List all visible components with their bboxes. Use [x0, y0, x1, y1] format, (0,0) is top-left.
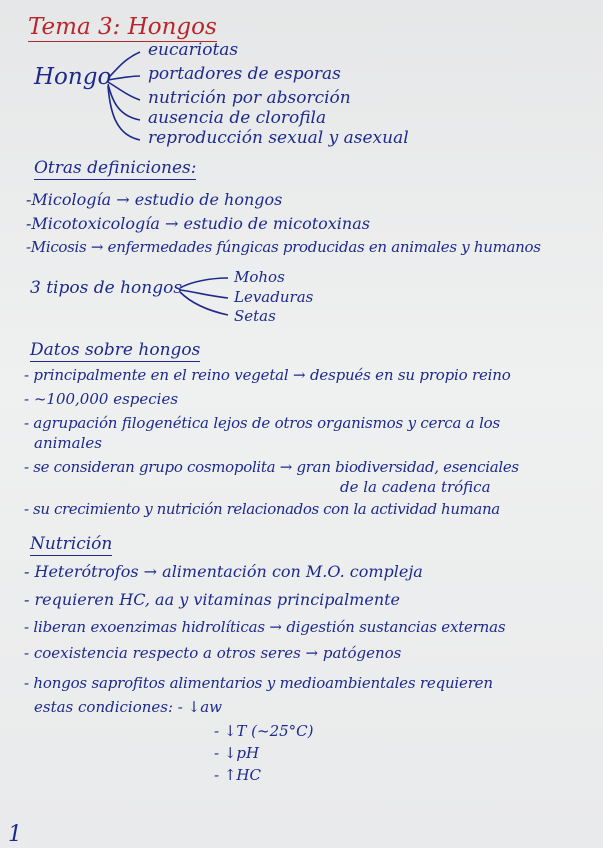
- page-title: Tema 3: Hongos: [28, 14, 217, 40]
- datos-line: - principalmente en el reino vegetal → después en su propio reino: [24, 366, 511, 384]
- tipo-item: Levaduras: [234, 288, 314, 306]
- page-number: 1: [8, 822, 22, 847]
- otras-heading: Otras definiciones:: [34, 158, 197, 178]
- nutricion-line: - Heterótrofos → alimentación con M.O. compleja: [24, 562, 423, 581]
- otras-item: -Micotoxicología → estudio de micotoxinas: [26, 214, 370, 233]
- tipos-label: 3 tipos de hongos: [30, 278, 183, 298]
- hongo-item: eucariotas: [148, 40, 239, 60]
- otras-item: -Micosis → enfermedades fúngicas producidas en animales y humanos: [26, 238, 541, 256]
- datos-line: - se consideran grupo cosmopolita → gran biodiversidad, esenciales: [24, 458, 519, 476]
- condition-item: - ↓pH: [214, 744, 260, 762]
- hongo-item: ausencia de clorofila: [148, 108, 327, 128]
- nutricion-line: - requieren HC, aa y vitaminas principalmente: [24, 590, 401, 609]
- nutricion-heading: Nutrición: [30, 534, 113, 554]
- hongo-item: nutrición por absorción: [148, 88, 351, 108]
- datos-heading: Datos sobre hongos: [30, 340, 201, 360]
- tipo-item: Setas: [234, 307, 276, 325]
- nutricion-line: - hongos saprofitos alimentarios y medioambientales requieren: [24, 674, 493, 692]
- hongo-item: reproducción sexual y asexual: [148, 128, 409, 148]
- nutricion-line: - liberan exoenzimas hidrolíticas → digestión sustancias externas: [24, 618, 506, 636]
- datos-line: animales: [34, 434, 102, 452]
- condition-item: - ↑HC: [214, 766, 261, 784]
- datos-line: de la cadena trófica: [340, 478, 491, 496]
- hongo-item: portadores de esporas: [148, 64, 341, 84]
- datos-line: - su crecimiento y nutrición relacionados con la actividad humana: [24, 500, 500, 518]
- nutricion-line: estas condiciones: - ↓aw: [34, 698, 222, 716]
- datos-line: - ~100,000 especies: [24, 390, 179, 408]
- hongo-label: Hongo: [34, 64, 112, 90]
- datos-line: - agrupación filogenética lejos de otros organismos y cerca a los: [24, 414, 501, 432]
- tipo-item: Mohos: [234, 268, 285, 286]
- condition-item: - ↓T (~25°C): [214, 722, 314, 740]
- nutricion-line: - coexistencia respecto a otros seres → patógenos: [24, 644, 402, 662]
- otras-item: -Micología → estudio de hongos: [26, 190, 283, 209]
